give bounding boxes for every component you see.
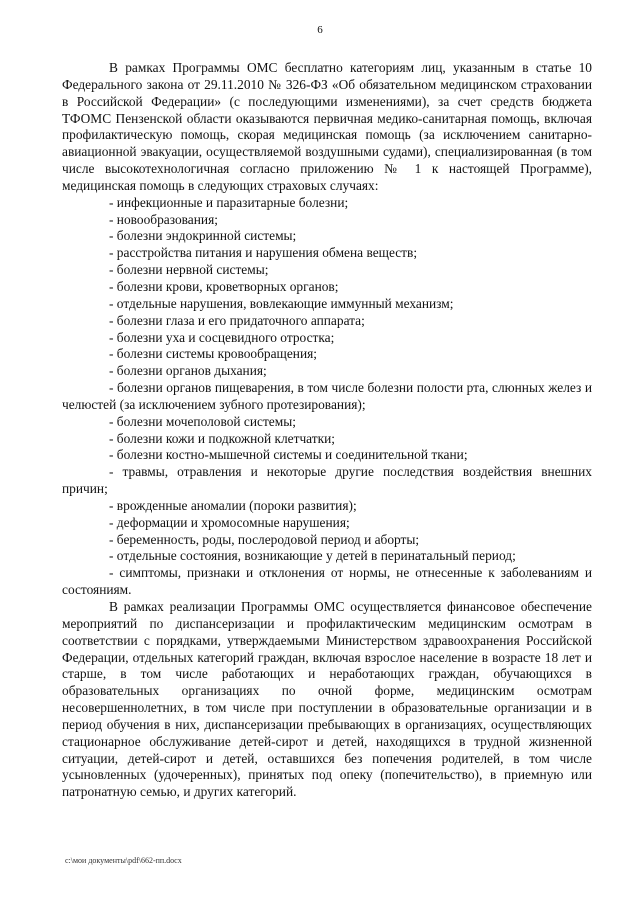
list-item: - болезни костно-мышечной системы и соединительной ткани; <box>109 447 468 463</box>
list-item: - болезни кожи и подкожной клетчатки; <box>109 430 336 446</box>
list-item: - отдельные состояния, возникающие у детей в перинатальный период; <box>109 548 516 564</box>
list-item: - симптомы, признаки и отклонения от нормы, не отнесенные к заболеваниям и состояниям. <box>62 565 592 598</box>
list-item: - беременность, роды, послеродовой период и аборты; <box>109 531 420 547</box>
list-item: - новообразования; <box>109 211 218 227</box>
insured-cases-list <box>62 195 592 599</box>
list-item: - болезни эндокринной системы; <box>109 228 297 244</box>
document-body <box>62 60 592 801</box>
list-item: - врожденные аномалии (пороки развития); <box>109 497 357 513</box>
page-number: 6 <box>317 24 323 36</box>
file-path-footer: c:\мои документы\pdf\662-пп.docx <box>65 856 182 865</box>
list-item: - болезни системы кровообращения; <box>109 346 317 362</box>
list-item: - болезни мочеполовой системы; <box>109 413 296 429</box>
list-item: - болезни крови, кроветворных органов; <box>109 278 339 294</box>
list-item: - болезни глаза и его придаточного аппарата; <box>109 312 365 328</box>
list-item: - расстройства питания и нарушения обмена веществ; <box>109 245 418 261</box>
list-item: - отдельные нарушения, вовлекающие иммунный механизм; <box>109 295 454 311</box>
paragraph-oms-free-care: В рамках Программы ОМС бесплатно категориям лиц, указанным в статье 10 Федерального закона от 29.11.2010 № 326-ФЗ «Об обязательном медицинском страховании в Российской Федерации» (с последующими изменениями), за счет средств бюджета ТФОМС Пензенской области оказываются первичная медико-санитарная помощь, включая профилактическую помощь, скорая медицинская помощь (за исключением санитарно-авиационной эвакуации, осуществляемой воздушными судами), специализированная (в том числе высокотехнологичная согласно приложению № 1 к настоящей Программе), медицинская помощь в следующих страховых случаях: <box>62 60 592 193</box>
list-item: - деформации и хромосомные нарушения; <box>109 514 350 530</box>
paragraph-dispensarization: В рамках реализации Программы ОМС осуществляется финансовое обеспечение мероприятий по диспансеризации и профилактическим медицинским осмотрам в соответствии с порядками, утверждаемыми Министерством здравоохранения Российской Федерации, отдельных категорий граждан, включая взрослое население в возрасте 18 лет и старше, в том числе работающих и неработающих граждан, обучающихся в образовательных организациях по очной форме, медицинским осмотрам несовершеннолетних, в том числе при поступлении в образовательные организации и в период обучения в них, диспансеризации пребывающих в организациях, осуществляющих стационарное обслуживание детей-сирот и детей, находящихся в трудной жизненной ситуации, детей-сирот и детей, оставшихся без попечения родителей, в том числе усыновленных (удочеренных), принятых под опеку (попечительство), в приемную или патронатную семью, и других категорий. <box>62 599 592 800</box>
list-item: - болезни нервной системы; <box>109 262 269 278</box>
list-item: - травмы, отравления и некоторые другие последствия воздействия внешних причин; <box>62 464 592 497</box>
list-item: - болезни органов дыхания; <box>109 363 267 379</box>
list-item: - болезни органов пищеварения, в том числе болезни полости рта, слюнных желез и челюстей (за исключением зубного протезирования); <box>62 380 592 412</box>
list-item: - инфекционные и паразитарные болезни; <box>109 194 349 210</box>
list-item: - болезни уха и сосцевидного отростка; <box>109 329 335 345</box>
